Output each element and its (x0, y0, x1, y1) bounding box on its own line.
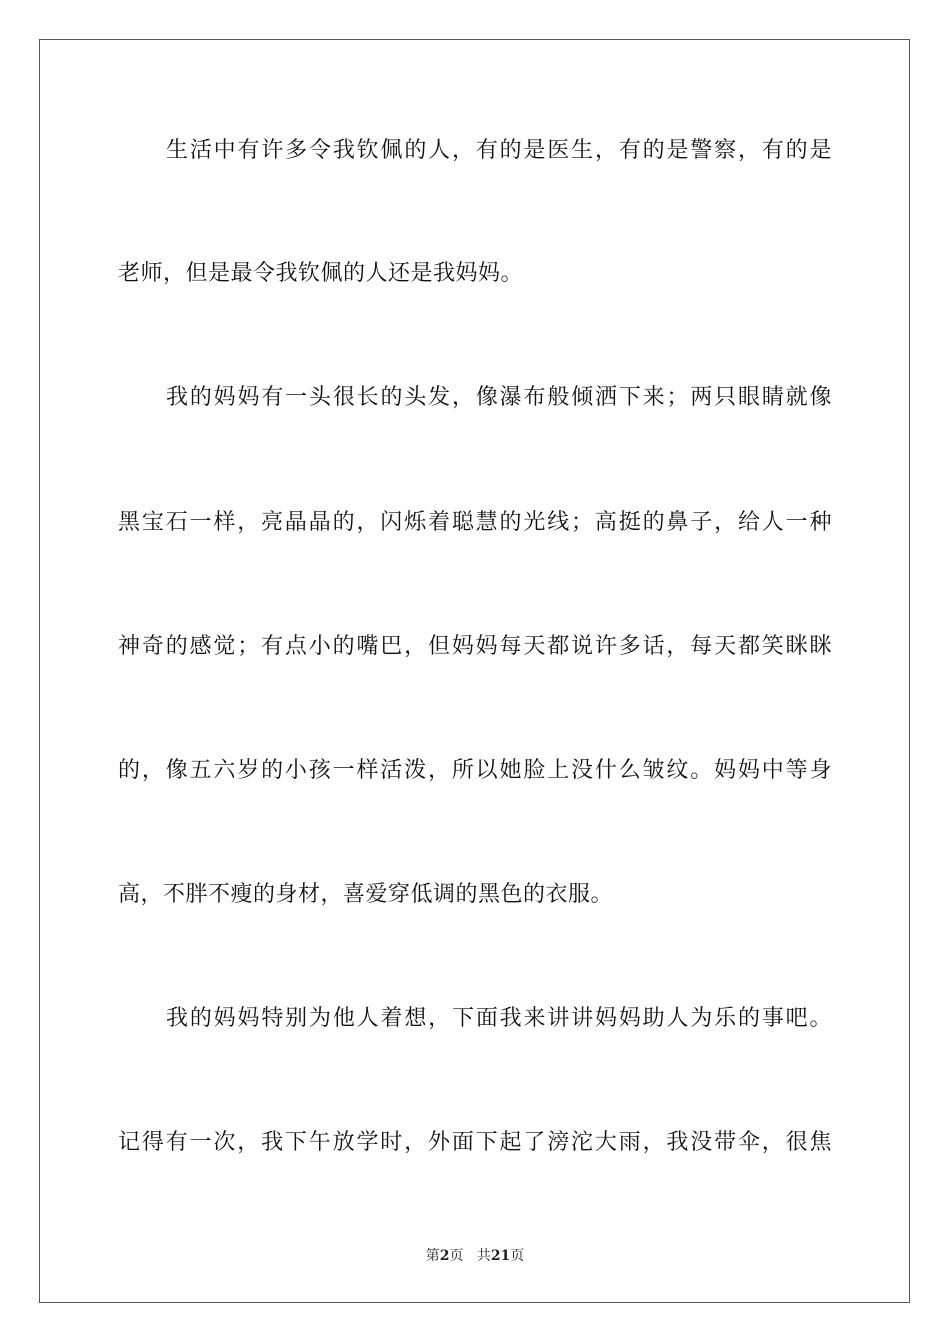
page-prefix: 第 (425, 1248, 440, 1264)
paragraph-2-line-2: 黑宝石一样，亮晶晶的，闪烁着聪慧的光线；高挺的鼻子，给人一种 (118, 510, 832, 535)
paragraph-3-line-1: 我的妈妈特别为他人着想，下面我来讲讲妈妈助人为乐的事吧。 (166, 1006, 832, 1031)
page-frame (39, 39, 910, 1303)
paragraph-2-line-3: 神奇的感觉；有点小的嘴巴，但妈妈每天都说许多话，每天都笑眯眯 (118, 634, 832, 659)
paragraph-1-line-1: 生活中有许多令我钦佩的人，有的是医生，有的是警察，有的是 (166, 138, 832, 163)
paragraph-2-line-1: 我的妈妈有一头很长的头发，像瀑布般倾洒下来；两只眼睛就像 (166, 385, 832, 410)
paragraph-2-line-5: 高，不胖不瘦的身材，喜爱穿低调的黑色的衣服。 (118, 882, 614, 907)
total-suffix: 页 (510, 1248, 525, 1264)
total-pages: 21 (490, 1248, 511, 1264)
paragraph-1-line-2: 老师，但是最令我钦佩的人还是我妈妈。 (118, 261, 524, 286)
paragraph-2-line-4: 的，像五六岁的小孩一样活泼，所以她脸上没什么皱纹。妈妈中等身 (118, 758, 832, 783)
total-prefix: 共 (476, 1248, 491, 1264)
page-number: 2 (439, 1248, 450, 1264)
paragraph-4-line-1: 记得有一次，我下午放学时，外面下起了滂沱大雨，我没带伞，很焦 (118, 1130, 832, 1155)
page-suffix: 页 (449, 1248, 464, 1264)
page-footer (0, 1246, 950, 1266)
